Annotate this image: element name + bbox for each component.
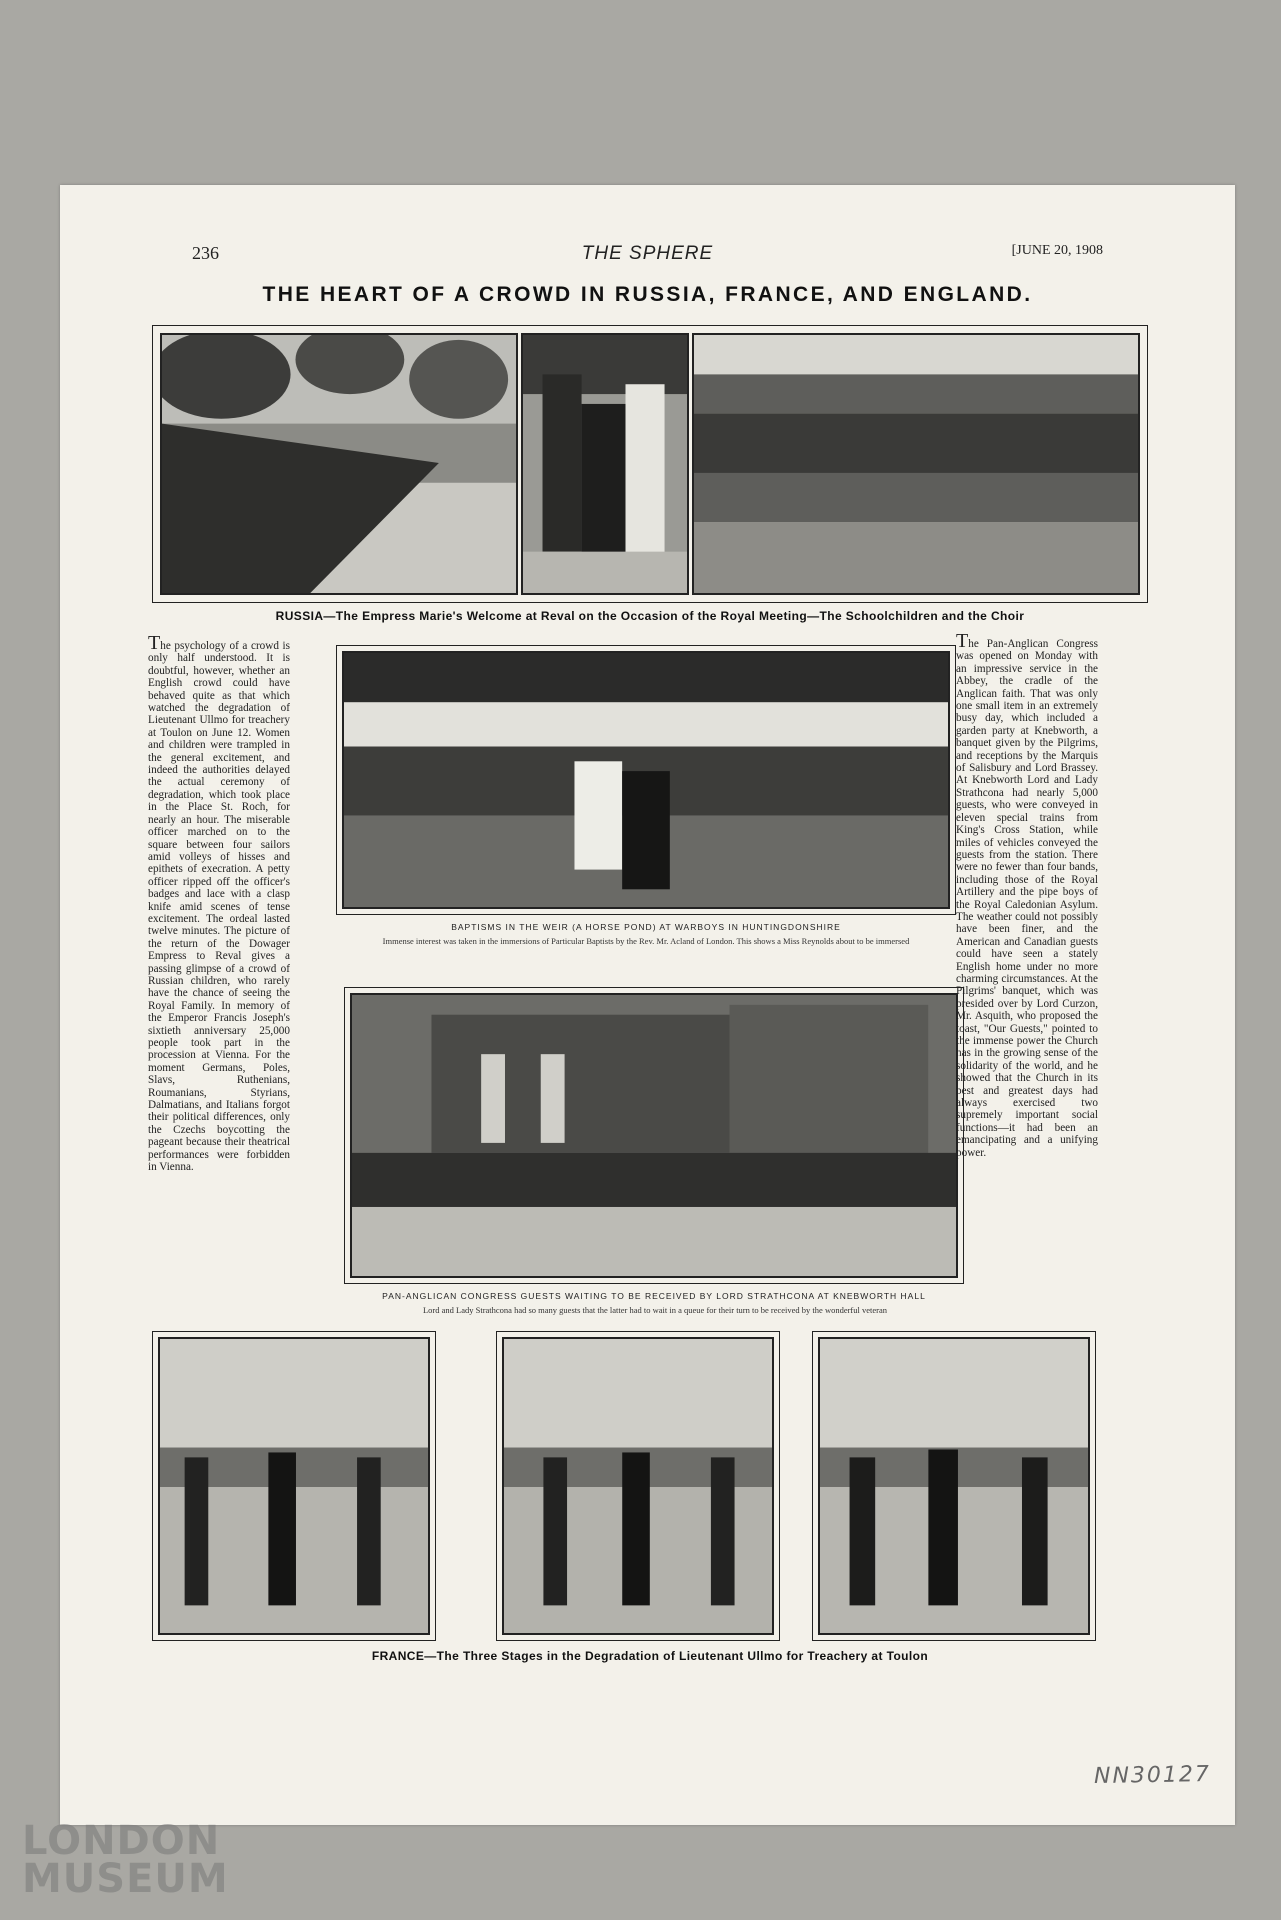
issue-date: [JUNE 20, 1908	[1011, 243, 1103, 258]
london-museum-logo	[22, 1818, 229, 1902]
russia-crowd-photo	[160, 333, 518, 595]
baptism-note: Immense interest was taken in the immersions of Particular Baptists by the Rev. Mr. Acland of London. This shows a Miss Reynolds about to be immersed	[382, 936, 910, 946]
baptism-photo	[342, 651, 950, 909]
congress-note: Lord and Lady Strathcona had so many guests that the latter had to wait in a queue for their turn to be received by the wonderful veteran	[422, 1305, 888, 1315]
logo-line-1: LONDON	[22, 1818, 221, 1864]
masthead: THE SPHERE	[581, 243, 714, 264]
france-stage-3-photo	[818, 1337, 1090, 1635]
france-caption: FRANCE—The Three Stages in the Degradation of Lieutenant Ullmo for Treachery at Toulon	[371, 1649, 929, 1663]
france-stage-2-photo	[502, 1337, 774, 1635]
page-number: 236	[192, 243, 219, 263]
catalogue-stamp: NN30127	[1093, 1761, 1212, 1790]
page-headline: THE HEART OF A CROWD IN RUSSIA, FRANCE, AND ENGLAND.	[262, 283, 1033, 306]
magazine-page	[60, 185, 1235, 1825]
france-stage-1-photo	[158, 1337, 430, 1635]
logo-line-2: MUSEUM	[22, 1856, 229, 1902]
congress-caption: PAN-ANGLICAN CONGRESS GUESTS WAITING TO BE RECEIVED BY LORD STRATHCONA AT KNEBWORTH HALL	[382, 1291, 926, 1301]
running-head	[60, 243, 1235, 267]
baptism-caption: BAPTISMS IN THE WEIR (A HORSE POND) AT WARBOYS IN HUNTINGDONSHIRE	[451, 922, 841, 932]
left-column-text: The psychology of a crowd is only half understood. It is doubtful, however, whether an English crowd could have behaved quite as that which watched the degradation of Lieutenant Ullmo for treachery at Toulon on June 12. Women and children were trampled in the general excitement, and indeed the authorities delayed the actual ceremony of degradation, which took place in the Place St. Roch, for nearly an hour. The miserable officer marched on to the square between four sailors amid volleys of hisses and epithets of execration. A petty officer ripped off the officer's badges and lace with a clasp knife amid scenes of tense excitement. The ordeal lasted twelve minutes. The picture of the return of the Dowager Empress to Reval gives a passing glimpse of a crowd of Russian children, who rarely have the chance of seeing the Royal Family. In memory of the Emperor Francis Joseph's sixtieth anniversary 25,000 people took part in the procession at Vienna. For the moment Germans, Poles, Slavs, Ruthenians, Roumanians, Styrians, Dalmatians, and Italians forgot their political differences, only the Czechs boycotting the pageant because their theatrical performances were forbidden in Vienna.	[148, 632, 290, 1174]
empress-arrival-photo	[521, 333, 689, 595]
schoolchildren-choir-photo	[692, 333, 1140, 595]
congress-photo	[350, 993, 958, 1278]
russia-caption: RUSSIA—The Empress Marie's Welcome at Reval on the Occasion of the Royal Meeting—The Schoolchildren and the Choir	[275, 609, 1025, 623]
right-column-text: The Pan-Anglican Congress was opened on Monday with an impressive service in the Abbey, the cradle of the Anglican faith. That was only one small item in an extremely busy day, which included a garden party at Knebworth, a banquet given by the Pilgrims, and receptions by the Marquis of Salisbury and Lord Brassey. At Knebworth Lord and Lady Strathcona had nearly 5,000 guests, who were conveyed in eleven special trains from King's Cross Station, while miles of vehicles conveyed the guests from the station. There were no fewer than four bands, including those of the Royal Artillery and the pipe boys of the Royal Caledonian Asylum. The weather could not possibly have been finer, and the American and Canadian guests could have seen a stately English home under no more charming circumstances. At the Pilgrims' banquet, which was presided over by Lord Curzon, Mr. Asquith, who proposed the toast, "Our Guests," pointed to the immense power the Church has in the growing sense of the solidarity of the world, and he showed that the Church in its best and greatest days had always exercised two supremely important social functions—it had been an emancipating and a unifying power.	[956, 630, 1098, 1159]
